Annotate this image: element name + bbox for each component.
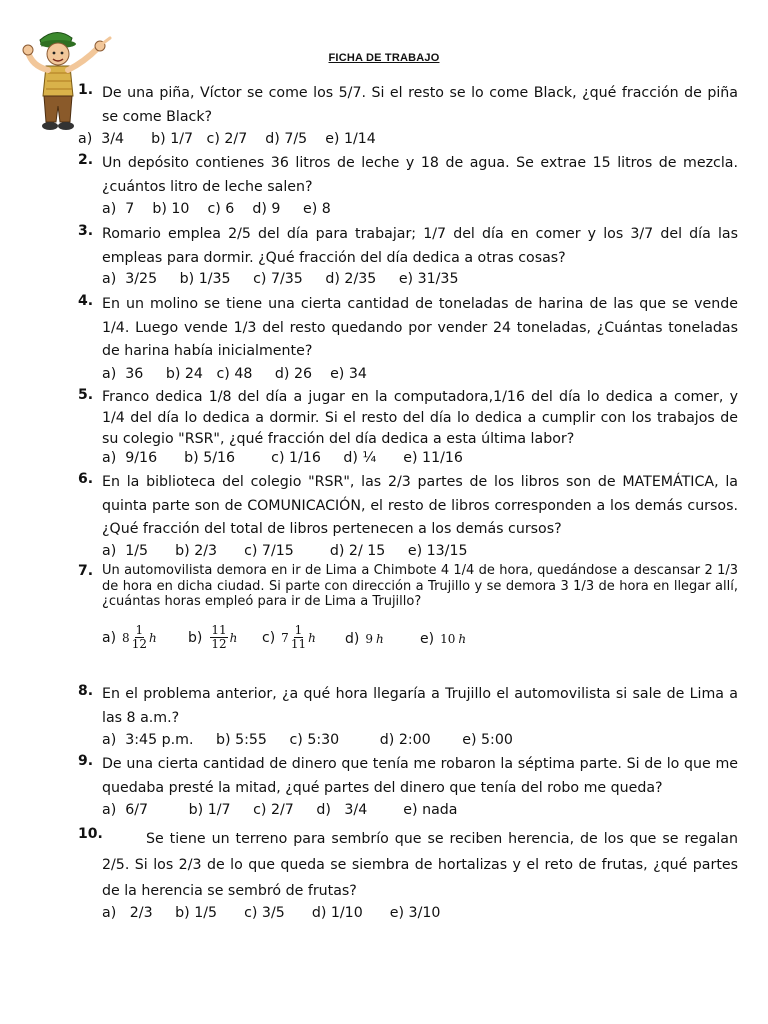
answer-options: a) 6/7 b) 1/7 c) 2/7 d) 3/4 e) nada xyxy=(102,802,458,818)
question-number: 4. xyxy=(78,293,94,309)
question-text: En la biblioteca del colegio "RSR", las 2/3 partes de los libros son de MATEMÁTICA, la quinta parte son de COMUNICACIÓN, el resto de libros corresponden a los demás cursos. ¿Qué fracción del total de libros pertenecen a los demás cursos? xyxy=(102,474,738,537)
question-text: En el problema anterior, ¿a qué hora llegaría a Trujillo el automovilista si sale de Lima a las 8 a.m.? xyxy=(102,686,738,726)
option-label: a) xyxy=(102,629,117,646)
question-9 xyxy=(78,753,738,800)
question-2 xyxy=(78,152,738,199)
question-10 xyxy=(78,826,738,904)
question-text: Un depósito contienes 36 litros de leche y 18 de agua. Se extrae 15 litros de mezcla. ¿cuántos litro de leche salen? xyxy=(102,155,738,195)
answer-options: a) 3:45 p.m. b) 5:55 c) 5:30 d) 2:00 e) 5:00 xyxy=(102,732,513,748)
question-text: Romario emplea 2/5 del día para trabajar; 1/7 del día en comer y los 3/7 del día las empleas para dormir. ¿Qué fracción del día dedica a otras cosas? xyxy=(102,226,738,266)
answer-options: a) 2/3 b) 1/5 c) 3/5 d) 1/10 e) 3/10 xyxy=(102,905,441,921)
question-6 xyxy=(78,471,738,542)
option-label: b) xyxy=(188,629,203,646)
question-1 xyxy=(78,82,738,129)
answer-options: a) 36 b) 24 c) 48 d) 26 e) 34 xyxy=(102,366,367,382)
q7-option-d xyxy=(345,631,384,647)
option-label: d) xyxy=(345,631,360,647)
q7-option-c xyxy=(262,624,316,651)
option-whole: 10 xyxy=(440,632,456,646)
question-number: 2. xyxy=(78,152,94,168)
question-number: 8. xyxy=(78,683,94,699)
question-number: 10. xyxy=(78,826,103,842)
question-5 xyxy=(78,387,738,450)
q7-option-b xyxy=(188,624,237,651)
question-number: 3. xyxy=(78,223,94,239)
option-unit: h xyxy=(458,632,467,646)
option-unit: h xyxy=(229,630,238,645)
option-whole: 9 xyxy=(365,632,373,646)
question-text: En un molino se tiene una cierta cantidad de toneladas de harina de las que se vende 1/4. Luego vende 1/3 del resto quedando por vender 24 toneladas, ¿Cuántas toneladas de harina había inicialmente? xyxy=(102,296,738,359)
question-text: Un automovilista demora en ir de Lima a Chimbote 4 1/4 de hora, quedándose a descansar 2 1/3 de hora en dicha ciudad. Si parte con dirección a Trujillo y se demora 3 1/3 de hora en llegar allí, ¿cuántas horas empleó para ir de Lima a Trujillo? xyxy=(102,563,738,609)
question-text: De una cierta cantidad de dinero que tenía me robaron la séptima parte. Si de lo que me quedaba presté la mitad, ¿qué partes del dinero que tenía del robo me queda? xyxy=(102,756,738,796)
question-number: 6. xyxy=(78,471,94,487)
answer-options: a) 3/4 b) 1/7 c) 2/7 d) 7/5 e) 1/14 xyxy=(78,131,376,147)
q7-option-a xyxy=(102,624,157,651)
option-unit: h xyxy=(376,632,384,646)
option-fraction xyxy=(132,624,147,651)
answer-options: a) 9/16 b) 5/16 c) 1/16 d) ¼ e) 11/16 xyxy=(102,450,463,466)
option-unit: h xyxy=(148,630,157,645)
option-fraction xyxy=(291,624,306,651)
fraction-denominator: 11 xyxy=(290,637,307,651)
fraction-numerator: 11 xyxy=(211,623,227,637)
question-7 xyxy=(78,563,738,610)
fraction-numerator: 1 xyxy=(294,623,303,637)
fraction-numerator: 1 xyxy=(135,623,144,637)
question-text: Franco dedica 1/8 del día a jugar en la computadora,1/16 del día lo dedica a comer, y 1/4 del día lo dedica a dormir. Si el resto del día lo dedica a cumplir con los trabajos de su colegio "RSR", ¿qué fracción del día dedica a esta última labor? xyxy=(102,389,738,447)
question-text: De una piña, Víctor se come los 5/7. Si el resto se lo come Black, ¿qué fracción de piña se come Black? xyxy=(102,85,738,125)
option-label: e) xyxy=(420,631,435,647)
question-number: 1. xyxy=(78,82,94,98)
question-number: 9. xyxy=(78,753,94,769)
question-8 xyxy=(78,683,738,730)
option-fraction xyxy=(210,624,227,651)
option-whole: 7 xyxy=(281,630,289,645)
worksheet-title: FICHA DE TRABAJO xyxy=(328,52,440,64)
answer-options: a) 7 b) 10 c) 6 d) 9 e) 8 xyxy=(102,201,331,217)
question-text: Se tiene un terreno para sembrío que se reciben herencia, de los que se regalan 2/5. Si los 2/3 de lo que queda se siembra de hortalizas y el reto de frutas, ¿qué partes de la herencia se sembró de frutas? xyxy=(102,831,738,899)
question-4 xyxy=(78,293,738,364)
fraction-denominator: 12 xyxy=(131,637,147,651)
option-label: c) xyxy=(262,629,276,646)
question-number: 5. xyxy=(78,387,94,403)
option-whole: 8 xyxy=(122,630,130,645)
fraction-denominator: 12 xyxy=(211,637,227,651)
question-number: 7. xyxy=(78,563,94,579)
option-unit: h xyxy=(308,630,316,645)
question-3 xyxy=(78,223,738,270)
q7-option-e xyxy=(420,631,466,647)
answer-options: a) 3/25 b) 1/35 c) 7/35 d) 2/35 e) 31/35 xyxy=(102,271,459,287)
answer-options: a) 1/5 b) 2/3 c) 7/15 d) 2/ 15 e) 13/15 xyxy=(102,543,468,559)
